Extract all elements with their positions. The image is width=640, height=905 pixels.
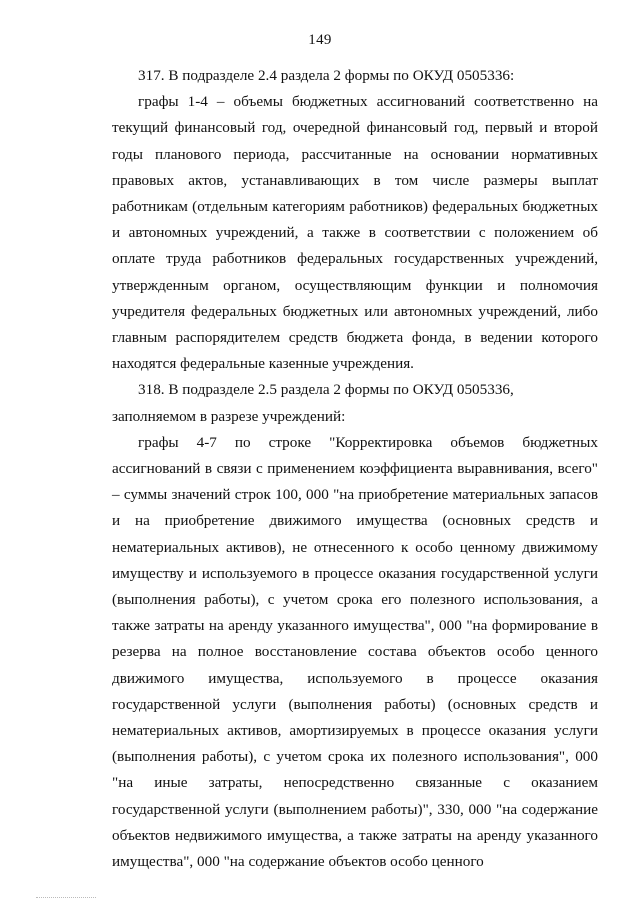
paragraph-317-columns: графы 1-4 – объемы бюджетных ассигнований соответственно на текущий финансовый год, очередной финансовый год, первый и второй годы планового периода, рассчитанные на основании нормативных правовых актов, устанавливающих в том числе размеры выплат работникам (отдельным категориям работников) федеральных бюджетных и автономных учреждений, а также в соответствии с положением об оплате труда работников федеральных государственных учреждений, утвержденным органом, осуществляющим функции и полномочия учредителя федеральных бюджетных или автономных учреждений, либо главным распорядителем средств бюджета фонда, в ведении которого находятся федеральные казенные учреждения. — [112, 93, 598, 373]
document-body — [112, 63, 598, 875]
scan-artifact-line — [36, 897, 96, 899]
paragraph-318-columns: графы 4-7 по строке "Корректировка объемов бюджетных ассигнований в связи с применением коэффициента выравнивания, всего" – суммы значений строк 100, 000 "на приобретение материальных запасов и на приобретение движимого имущества (основных средств и нематериальных активов), не отнесенного к особо ценному движимому имуществу и используемого в процессе оказания государственной услуги (выполнения работы), с учетом срока его полезного использования, а также затраты на аренду указанного имущества", 000 "на формирование в резерва на полное восстановление состава объектов особо ценного движимого имущества, используемого в процессе оказания государственной услуги (выполнения работы) (основных средств и нематериальных активов, амортизируемых в процессе оказания услуги (выполнения работы), с учетом срока их полезного использования", 000 "на иные затраты, непосредственно связанные с оказанием государственной услуги (выполнением работы)", 330, 000 "на содержание объектов недвижимого имущества, а также затраты на аренду указанного имущества", 000 "на содержание объектов особо ценного — [112, 433, 598, 871]
paragraph-317-heading: 317. В подразделе 2.4 раздела 2 формы по ОКУД 0505336: — [138, 67, 515, 84]
page-number: 149 — [308, 32, 332, 48]
paragraph-318-heading: 318. В подразделе 2.5 раздела 2 формы по ОКУД 0505336, заполняемом в разрезе учреждений: — [112, 381, 514, 425]
